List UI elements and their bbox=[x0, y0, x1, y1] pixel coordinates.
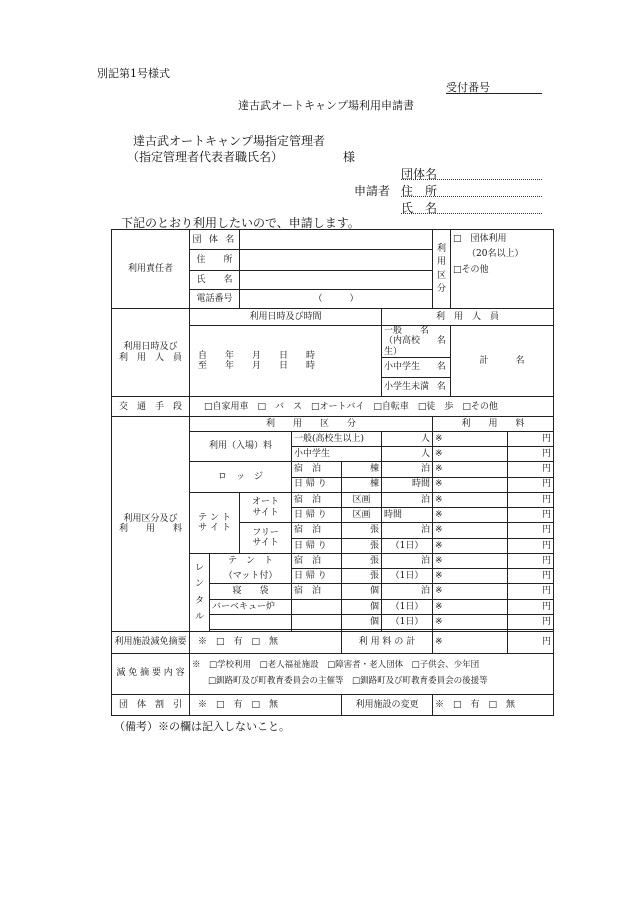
fee-category-header: 利 用 区 分 bbox=[190, 417, 433, 431]
preschool-unit: 名 bbox=[433, 377, 451, 396]
form-title: 達古武オートキャンプ場利用申請書 bbox=[238, 99, 414, 112]
lodge-stay-label: 宿 泊 bbox=[292, 462, 342, 477]
lodge-label: ロ ッ ジ bbox=[190, 462, 292, 493]
rental-tent-stay-nights[interactable]: 泊 bbox=[382, 553, 433, 568]
free-stay-label: 宿 泊 bbox=[292, 523, 342, 538]
reduction-options[interactable]: ※ □ 有 □ 無 bbox=[190, 632, 342, 653]
resp-phone-field[interactable]: （ ） bbox=[240, 290, 433, 309]
lodge-day-fee: 円 bbox=[508, 477, 554, 492]
adult-count[interactable]: 人 bbox=[382, 431, 433, 446]
fee-header: 利 用 料 bbox=[433, 417, 554, 431]
child-label: 小中学生 bbox=[292, 446, 382, 461]
resp-name-field[interactable] bbox=[240, 270, 433, 289]
addressee-title: （指定管理者代表者職氏名） bbox=[127, 150, 284, 164]
address-label: 住 所 bbox=[401, 184, 438, 198]
sleeping-bag-count[interactable]: 個 bbox=[342, 584, 382, 599]
bbq-count[interactable]: 個 bbox=[342, 599, 382, 614]
datetime-header: 利用日時及び時間 bbox=[190, 309, 382, 325]
sleeping-bag-fee-mark: ※ bbox=[433, 584, 508, 599]
free-day-days[interactable]: （1日） bbox=[382, 538, 433, 553]
auto-day-fee-mark: ※ bbox=[433, 508, 508, 523]
child-fee-mark: ※ bbox=[433, 446, 508, 461]
group-discount-options[interactable]: ※ □ 有 □ 無 bbox=[190, 694, 342, 716]
reduction-reason-options[interactable]: ※ □学校利用 □老人福祉施設 □障害者・老人団体 □子供会、少年団 □釧路町及び町教育委員会の主催等 □釧路町及び町教育委員会の後援等 bbox=[190, 653, 554, 694]
auto-stay-fee: 円 bbox=[508, 492, 554, 507]
fee-total-mark: ※ bbox=[433, 632, 508, 653]
fee-total-label: 利 用 料 の 計 bbox=[342, 632, 433, 653]
honorific: 様 bbox=[343, 150, 356, 164]
facility-change-options[interactable]: ※ □ 有 □ 無 bbox=[433, 694, 554, 716]
extra-fee: 円 bbox=[508, 615, 554, 630]
name-label: 氏 名 bbox=[401, 201, 438, 215]
child-fee: 円 bbox=[508, 446, 554, 461]
auto-site-label: オート サイト bbox=[240, 492, 292, 523]
bbq-fee-mark: ※ bbox=[433, 599, 508, 614]
rental-tent-day-days[interactable]: （1日） bbox=[382, 569, 433, 584]
people-header: 利 用 人 員 bbox=[382, 309, 554, 325]
tent-site-label: テ ン ト サ イ ト bbox=[190, 492, 240, 553]
sleeping-bag-stay-label: 宿 泊 bbox=[292, 584, 342, 599]
rental-tent-label: テ ン ト bbox=[210, 553, 292, 568]
auto-stay-fee-mark: ※ bbox=[433, 492, 508, 507]
free-stay-fee: 円 bbox=[508, 523, 554, 538]
general-unit: 名 bbox=[433, 325, 451, 358]
extra-days[interactable]: （1日） bbox=[382, 615, 433, 630]
rental-label: レ ン タ ル bbox=[190, 553, 210, 631]
address-line[interactable] bbox=[401, 196, 542, 197]
lodge-day-fee-mark: ※ bbox=[433, 477, 508, 492]
transport-options[interactable]: □自家用車 □ バ ス □オートバイ □自転車 □徒 歩 □その他 bbox=[190, 397, 554, 417]
datetime-label: 利用日時及び 利 用 人 員 bbox=[112, 309, 190, 397]
responsible-label: 利用責任者 bbox=[112, 230, 190, 309]
adult-fee: 円 bbox=[508, 431, 554, 446]
elementary-unit: 名 bbox=[433, 358, 451, 377]
form-number: 別記第1号様式 bbox=[97, 67, 170, 80]
extra-blank-label bbox=[210, 615, 292, 630]
elementary-count[interactable]: 小中学生 bbox=[382, 358, 433, 377]
extra-fee-mark: ※ bbox=[433, 615, 508, 630]
category-label: 利 用 区 分 bbox=[433, 230, 451, 309]
datetime-field[interactable]: 自 年 月 日 時 至 年 月 日 時 bbox=[190, 325, 382, 396]
group-use-checkbox[interactable]: □ 団体利用 bbox=[453, 234, 507, 244]
application-table bbox=[111, 229, 554, 716]
group-use-note: （20名以上） bbox=[467, 249, 524, 260]
intro-text: 下記のとおり利用したいので、申請します。 bbox=[121, 216, 360, 230]
lodge-stay-fee: 円 bbox=[508, 462, 554, 477]
auto-day-fee: 円 bbox=[508, 508, 554, 523]
lodge-day-count[interactable]: 棟 bbox=[342, 477, 382, 492]
auto-day-section[interactable]: 区画 bbox=[342, 508, 382, 523]
sleeping-bag-fee: 円 bbox=[508, 584, 554, 599]
resp-phone-label: 電話番号 bbox=[190, 290, 240, 309]
receipt-number-line bbox=[446, 93, 542, 94]
transport-label: 交 通 手 段 bbox=[112, 397, 190, 417]
remarks-note: （備考）※の欄は記入しないこと。 bbox=[114, 720, 290, 733]
free-day-count[interactable]: 張 bbox=[342, 538, 382, 553]
resp-group-label: 団 体 名 bbox=[190, 230, 240, 250]
sleeping-bag-label: 寝 袋 bbox=[210, 584, 292, 599]
group-name-line[interactable] bbox=[401, 179, 542, 180]
auto-day-hours[interactable]: 時間 bbox=[382, 508, 433, 523]
name-line[interactable] bbox=[401, 213, 542, 214]
free-day-fee: 円 bbox=[508, 538, 554, 553]
fees-label: 利用区分及び 利 用 料 bbox=[112, 417, 190, 632]
lodge-day-hours[interactable]: 時間 bbox=[382, 477, 433, 492]
rental-tent-day-label: 日 帰 り bbox=[292, 569, 342, 584]
group-name-label: 団体名 bbox=[401, 167, 438, 181]
reduction-reason-label: 減 免 摘 要 内 容 bbox=[112, 653, 190, 694]
bbq-fee: 円 bbox=[508, 599, 554, 614]
rental-tent-stay-count[interactable]: 張 bbox=[342, 553, 382, 568]
free-stay-fee-mark: ※ bbox=[433, 523, 508, 538]
reduction-label: 利用施設減免摘要 bbox=[112, 632, 190, 653]
resp-group-field[interactable] bbox=[240, 230, 433, 250]
adult-fee-mark: ※ bbox=[433, 431, 508, 446]
child-count[interactable]: 人 bbox=[382, 446, 433, 461]
preschool-count[interactable]: 小学生未満 bbox=[382, 377, 433, 396]
extra-blank bbox=[292, 615, 342, 630]
free-stay-nights[interactable]: 泊 bbox=[382, 523, 433, 538]
receipt-number-label: 受付番号 bbox=[446, 81, 490, 94]
bbq-days[interactable]: （1日） bbox=[382, 599, 433, 614]
category-options[interactable] bbox=[451, 230, 554, 309]
lodge-day-label: 日 帰 り bbox=[292, 477, 342, 492]
free-stay-count[interactable]: 張 bbox=[342, 523, 382, 538]
extra-count[interactable]: 個 bbox=[342, 615, 382, 630]
adult-label: 一般(高校生以上) bbox=[292, 431, 382, 446]
resp-address-label: 住 所 bbox=[190, 250, 240, 270]
rental-mat-label: （マット付） bbox=[210, 569, 292, 584]
rental-tent-day-fee: 円 bbox=[508, 569, 554, 584]
rental-tent-day-fee-mark: ※ bbox=[433, 569, 508, 584]
group-discount-label: 団 体 割 引 bbox=[112, 694, 190, 716]
free-day-fee-mark: ※ bbox=[433, 538, 508, 553]
auto-stay-section[interactable]: 区画 bbox=[342, 492, 382, 507]
free-site-label: フリー サイト bbox=[240, 523, 292, 554]
rental-tent-day-count[interactable]: 張 bbox=[342, 569, 382, 584]
admission-label: 利用（入場）料 bbox=[190, 431, 292, 462]
bbq-blank bbox=[292, 599, 342, 614]
addressee: 達古武オートキャンプ場指定管理者 bbox=[133, 134, 326, 148]
lodge-stay-nights[interactable]: 泊 bbox=[382, 462, 433, 477]
rental-tent-stay-fee-mark: ※ bbox=[433, 553, 508, 568]
facility-change-label: 利用施設の変更 bbox=[342, 694, 433, 716]
applicant-label: 申請者 bbox=[354, 184, 391, 198]
lodge-stay-count[interactable]: 棟 bbox=[342, 462, 382, 477]
general-count[interactable]: 一般 名（内高校生） bbox=[382, 325, 433, 358]
total-count[interactable]: 計 名 bbox=[451, 325, 554, 396]
auto-stay-nights[interactable]: 泊 bbox=[382, 492, 433, 507]
other-use-checkbox[interactable]: □その他 bbox=[453, 264, 489, 275]
rental-tent-stay-fee: 円 bbox=[508, 553, 554, 568]
lodge-stay-fee-mark: ※ bbox=[433, 462, 508, 477]
rental-tent-stay-label: 宿 泊 bbox=[292, 553, 342, 568]
resp-name-label: 氏 名 bbox=[190, 270, 240, 289]
resp-address-field[interactable] bbox=[240, 250, 433, 270]
free-day-label: 日 帰 り bbox=[292, 538, 342, 553]
auto-stay-label: 宿 泊 bbox=[292, 492, 342, 507]
sleeping-bag-nights[interactable]: 泊 bbox=[382, 584, 433, 599]
auto-day-label: 日 帰 り bbox=[292, 508, 342, 523]
bbq-label: バーベキュー炉 bbox=[210, 599, 292, 614]
fee-total-yen: 円 bbox=[508, 632, 554, 653]
